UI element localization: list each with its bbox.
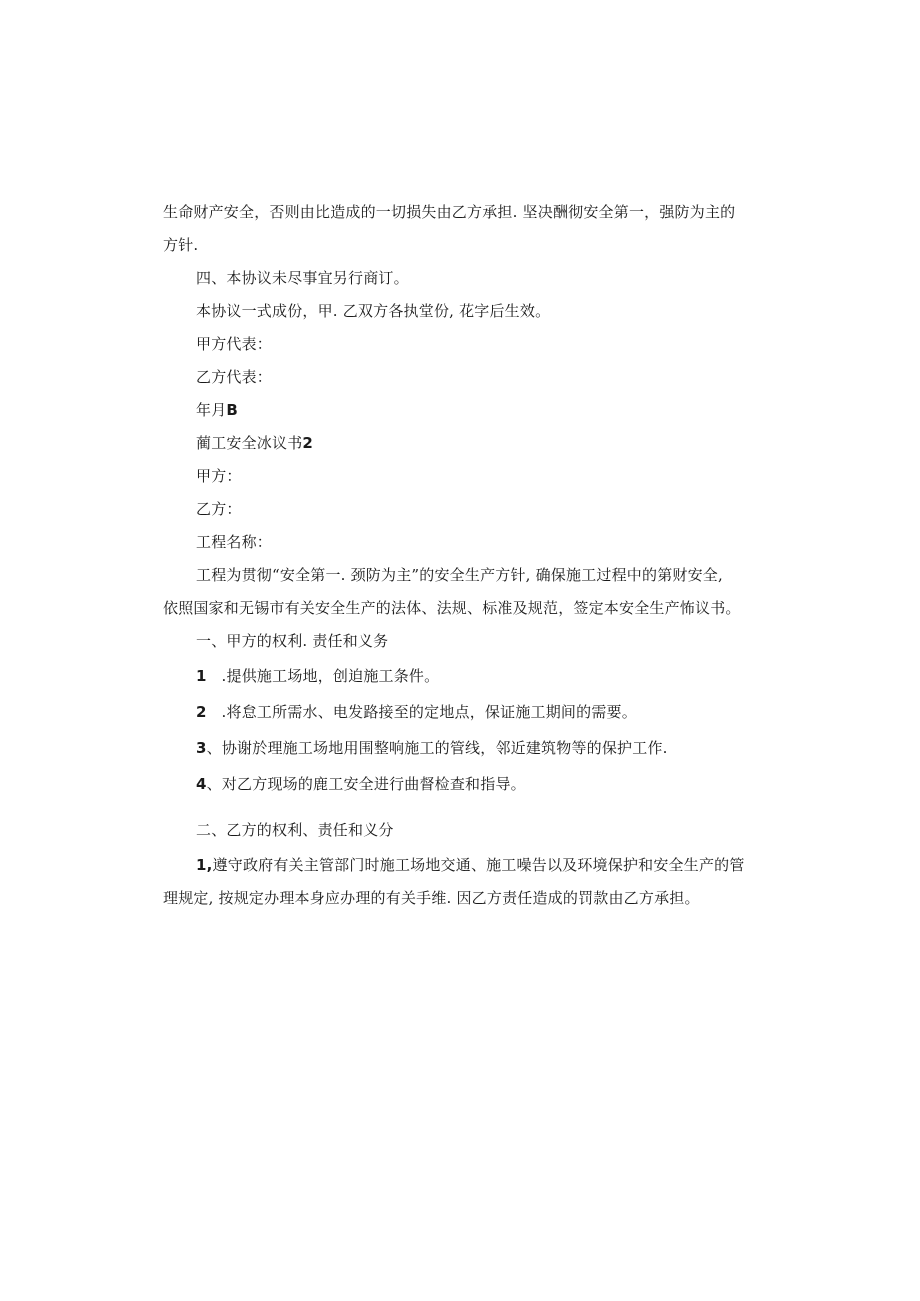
agreement-title (196, 433, 313, 453)
list-item (196, 702, 637, 722)
list-item-text: .提供施工场地，创迫施工条件。 (221, 667, 440, 685)
agreement-title-text: 蔺工安全冰议书 (196, 434, 303, 452)
list-item-text: 、对乙方现场的鹿工安全进行曲督检查和指导。 (206, 775, 526, 793)
list-item-number: 1 (196, 667, 207, 685)
list-item-text: .将怠工所需水、电发路接至的定地点，保证施工期间的需要。 (221, 703, 637, 721)
agreement-title-number: 2 (302, 434, 314, 452)
party-a-label: 甲方： (196, 467, 242, 485)
list-item (196, 855, 745, 875)
text-line: 依照国家和无锡市有关安全生产的法体、法规、标准及规范，签定本安全生产怖议书。 (163, 599, 741, 617)
section-one-heading: 一、甲方的权利. 责任和义务 (196, 632, 389, 650)
section-four: 四、本协议未尽事宜另行商订。 (196, 269, 409, 287)
date-mark: B (226, 401, 239, 419)
list-item-text: 、协谢於理施工场地用围整响施工的管线，邻近建筑物等的保护工作. (206, 739, 668, 757)
project-name-label: 工程名称： (196, 533, 273, 551)
date-label: 年月 (196, 401, 227, 419)
date-line (196, 400, 238, 420)
text-line: 生命财产安全，否则由比造成的一切损失由乙方承担. 坚决酬彻安全第一，强防为主的 (163, 203, 736, 221)
list-item-number: 2 (196, 703, 207, 721)
list-item (196, 774, 526, 794)
text-line: 理规定, 按规定办理本身应办理的有关手维. 因乙方责任造成的罚款由乙方承担。 (163, 889, 700, 907)
list-item-number: 3 (196, 739, 207, 757)
text-line: 方针. (163, 236, 199, 254)
party-b-label: 乙方： (196, 500, 242, 518)
list-item-number: 1, (196, 856, 213, 874)
text-line: 本协议一式成份，甲. 乙双方各执堂份, 花字后生效。 (196, 302, 551, 320)
section-two-heading: 二、乙方的权利、责任和义分 (196, 821, 394, 839)
list-item-text: 遵守政府有关主管部门时施工场地交通、施工噪告以及环境保护和安全生产的管 (212, 856, 745, 874)
party-b-rep-label: 乙方代表： (196, 368, 273, 386)
list-item (196, 666, 439, 686)
text-line: 工程为贯彻“安全第一. 颈防为主”的安全生产方针, 确保施工过程中的第财安全, (196, 566, 723, 584)
list-item (196, 738, 668, 758)
party-a-rep-label: 甲方代表： (196, 335, 273, 353)
list-item-number: 4 (196, 775, 207, 793)
